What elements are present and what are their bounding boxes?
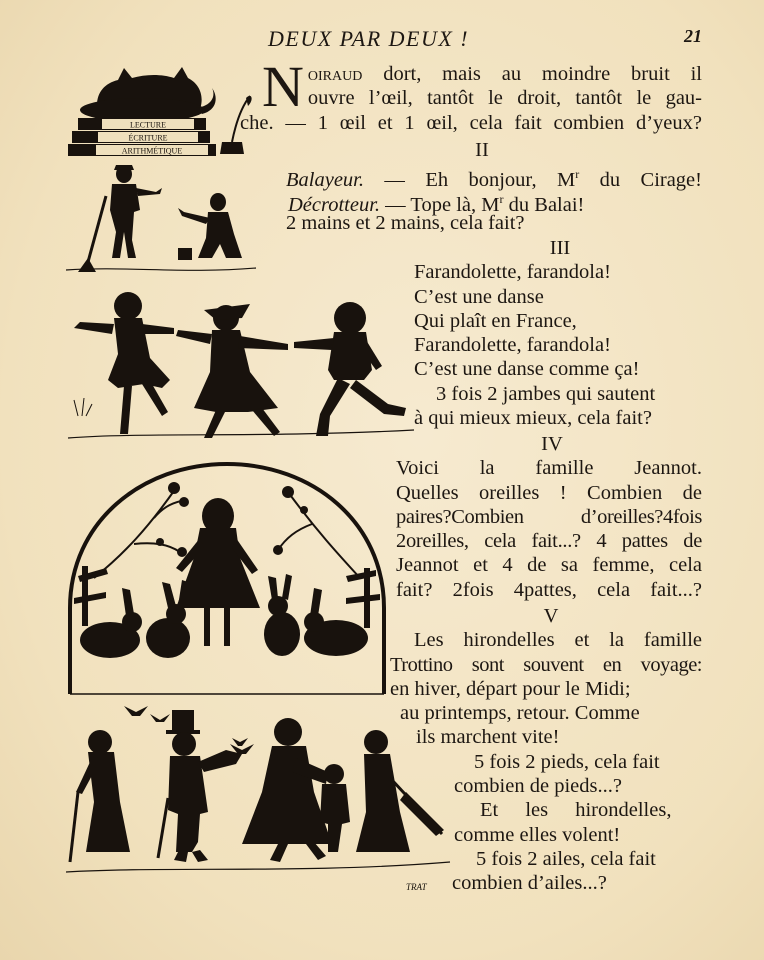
section-4-line-5: Jeannot et 4 de sa femme, cela — [396, 554, 702, 577]
section-5-line-8: Et les hirondelles, — [480, 799, 672, 822]
section-5-numeral: V — [543, 605, 559, 627]
section-2-line-1: Balayeur. — Eh bonjour, $M^r$ du Cirage! — [286, 167, 702, 192]
book-label-3: ARITHMÉTIQUE — [121, 146, 183, 156]
section-3-line-3: Qui plaît en France, — [414, 309, 577, 332]
section-5-line-5: ils marchent vite! — [416, 726, 560, 749]
running-header — [0, 26, 764, 54]
section-1-line-2: ouvre l’œil, tantôt le droit, tantôt le gau- — [307, 87, 702, 110]
section-1-line-1: oiraud dort, mais au moindre bruit il — [307, 63, 703, 85]
section-3-numeral: III — [549, 237, 571, 259]
section-2 — [286, 138, 702, 235]
section-2-numeral: II — [475, 139, 489, 161]
section-3-line-2: C’est une danse — [414, 285, 544, 308]
section-4-line-2: Quelles oreilles ! Combien de — [396, 481, 702, 504]
section-5-line-11: combien d’ailes...? — [452, 872, 607, 895]
girl-and-rabbits-illustration — [64, 458, 390, 700]
page-number: 21 — [684, 26, 702, 46]
section-5-line-3: en hiver, départ pour le Midi; — [390, 677, 631, 700]
section-3-line-1: Farandolette, farandola! — [414, 261, 611, 284]
section-3-line-4: Farandolette, farandola! — [414, 334, 611, 357]
section-4-line-3: paires?Combien d’oreilles?4fois — [396, 505, 702, 528]
section-1-line-3: che. — 1 œil et 1 œil, cela fait combien d’yeux? — [240, 111, 702, 134]
section-5-line-7: combien de pieds...? — [454, 775, 622, 798]
section-5-line-9: comme elles volent! — [454, 823, 621, 846]
farandole-dancers-illustration — [66, 288, 416, 444]
sweeper-bootblack-illustration — [66, 162, 256, 278]
section-4-line-6: fait? 2fois 4pattes, cela fait...? — [396, 578, 702, 601]
illustrator-signature: TRAT — [406, 882, 427, 892]
section-1 — [240, 54, 703, 135]
section-3 — [414, 236, 704, 430]
running-title: DEUX PAR DEUX ! — [268, 26, 470, 51]
cat-on-books-illustration — [66, 62, 256, 162]
drop-cap: N — [262, 54, 304, 119]
section-3-line-5: C’est une danse comme ça! — [414, 358, 640, 381]
section-3-line-6: 3 fois 2 jambes qui sautent — [436, 382, 656, 405]
section-4 — [396, 432, 702, 602]
section-5-line-1: Les hirondelles et la famille — [414, 629, 702, 652]
section-2-line-3: 2 mains et 2 mains, cela fait? — [286, 211, 525, 234]
section-4-line-4: 2oreilles, cela fait...? 4 pattes de — [396, 530, 702, 553]
section-4-numeral: IV — [541, 433, 563, 455]
section-5-line-10: 5 fois 2 ailes, cela fait — [476, 847, 656, 870]
smallcaps-word: oiraud — [307, 63, 363, 85]
section-5-line-4: au printemps, retour. Comme — [400, 702, 640, 725]
section-3-line-7: à qui mieux mieux, cela fait? — [414, 407, 652, 430]
section-4-line-1: Voici la famille Jeannot. — [396, 457, 702, 480]
section-5-line-2: Trottino sont souvent en voyage: — [390, 653, 702, 676]
section-5-line-6: 5 fois 2 pieds, cela fait — [474, 750, 660, 773]
book-label-1: LECTURE — [130, 120, 166, 130]
section-5 — [390, 604, 702, 896]
section-2-line-2: Décrotteur. — Tope là, $M^r$ du Balai! — [288, 191, 585, 216]
book-label-2: ÉCRITURE — [128, 133, 168, 143]
